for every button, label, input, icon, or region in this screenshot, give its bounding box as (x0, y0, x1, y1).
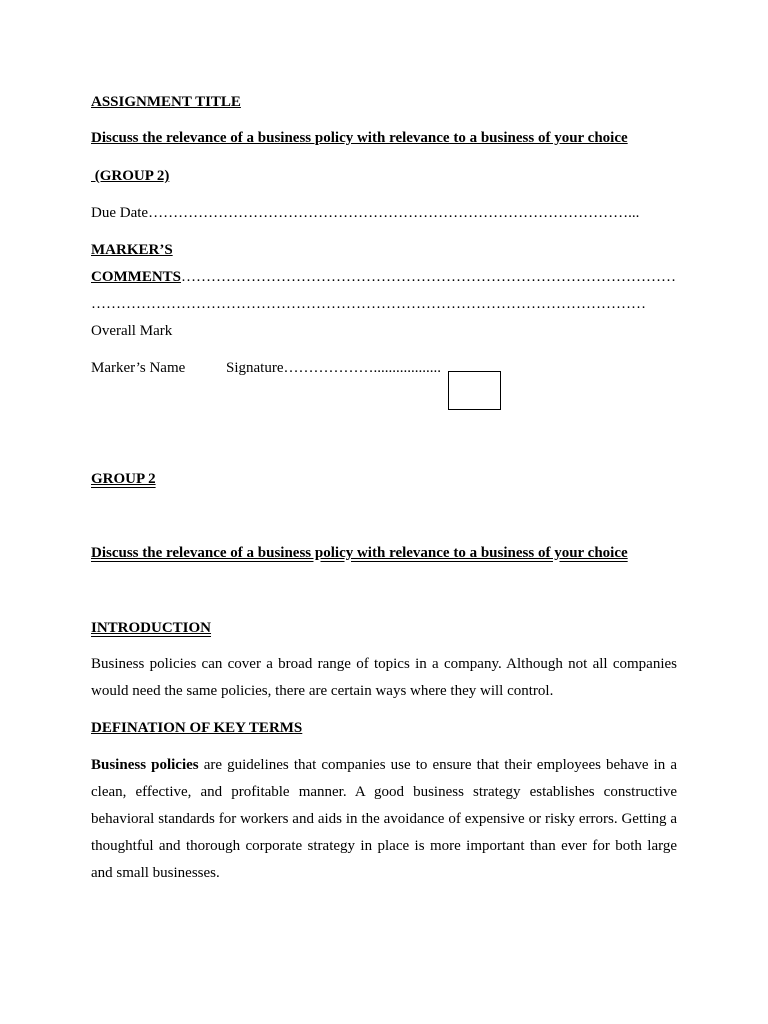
comments-label: COMMENTS (91, 269, 181, 285)
comments-line (91, 268, 677, 286)
markers-name-label: Marker’s Name (91, 360, 186, 376)
introduction-paragraph: Business policies can cover a broad range of topics in a company. Although not all companies would need the same policies, there are certain ways where they will control. (91, 656, 677, 699)
signature-label: Signature (226, 360, 284, 376)
comments-dots: ……………………………………………………………………………………… (181, 269, 676, 285)
due-date-label: Due Date (91, 205, 149, 221)
assignment-title: Discuss the relevance of a business policy with relevance to a business of your choice (91, 130, 628, 146)
definition-paragraph (91, 752, 677, 887)
term-business-policies-text: are guidelines that companies use to ensure that their employees behave in a clean, effective, and profitable manner. A good business strategy establishes constructive behavioral standards for workers and aids in the avoidance of expensive or risky errors. Getting a thoughtful and thorough corporate strategy in place is more important than ever for both large and small businesses. (91, 757, 677, 881)
body-title: Discuss the relevance of a business policy with relevance to a business of your choice (91, 545, 628, 561)
markers-heading: MARKER’S (91, 242, 173, 258)
signature-line (226, 359, 441, 377)
due-date-dots: ……………………………………………………………………………………... (148, 205, 640, 221)
term-business-policies: Business policies (91, 757, 199, 773)
signature-dots: ……………….................. (283, 360, 441, 376)
definitions-heading: DEFINATION OF KEY TERMS (91, 720, 303, 736)
assignment-heading: ASSIGNMENT TITLE (91, 94, 241, 110)
group-heading: GROUP 2 (91, 471, 156, 487)
introduction-heading: INTRODUCTION (91, 620, 212, 636)
mark-box (448, 371, 501, 410)
overall-mark-label: Overall Mark (91, 323, 173, 339)
comments-dots-line2: ………………………………………………………………………………………………… (91, 296, 646, 312)
group-label: (GROUP 2) (91, 168, 170, 184)
due-date-line (91, 204, 677, 222)
